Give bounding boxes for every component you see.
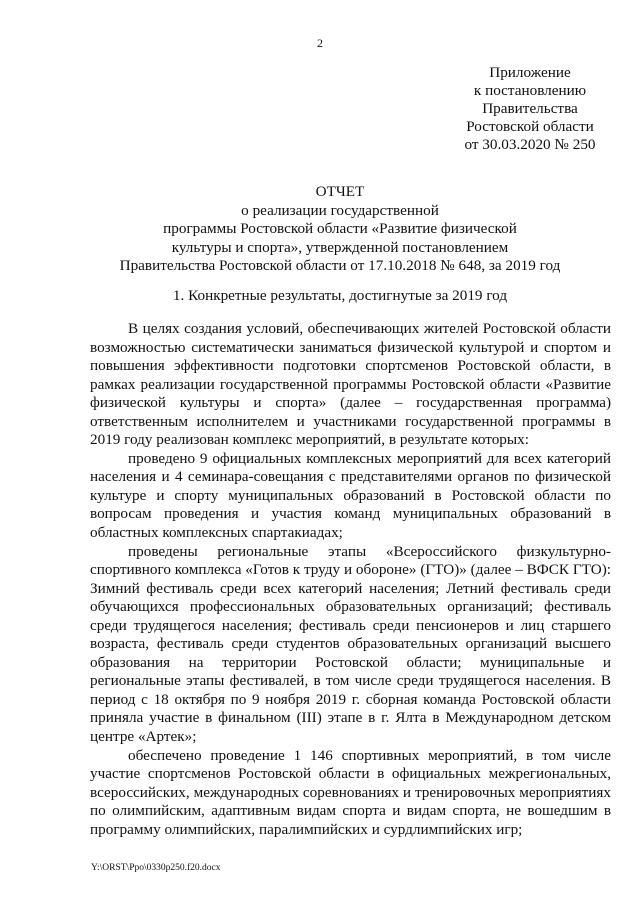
report-subtitle-line: о реализации государственной [241,201,439,219]
paragraph: обеспечено проведение 1 146 спортивных мероприятий, в том числе участие спортсменов Ростовской области в официальных межрегиональных, всероссийских, международных соревнованиях и тренировочных мероприятиях по олимпийским, адаптивным видам спорта и видам спорта, не вошедшим в программу олимпийских, паралимпийских и сурдлимпийских игр; [90,746,611,838]
appendix-date: от 30.03.2020 № 250 [464,136,596,153]
appendix-line: Приложение [489,64,571,81]
section-heading: 1. Конкретные результаты, достигнутые за 2019 год [172,287,508,304]
page-number: 2 [317,36,323,50]
appendix-line: Правительства [482,100,578,117]
report-subtitle-line: Правительства Ростовской области от 17.10.2018 № 648, за 2019 год [119,257,561,274]
appendix-stamp [440,64,620,154]
appendix-line: Ростовской области [466,118,594,135]
report-subtitle-line: программы Ростовской области «Развитие физической [163,220,517,237]
appendix-line: к постановлению [473,82,587,99]
report-title: ОТЧЕТ [315,183,365,200]
paragraph: В целях создания условий, обеспечивающих жителей Ростовской области возможностью систематически заниматься физической культурой и спортом и повышения эффективности подготовки спортсменов Ростовской области, в рамках реализации государственной программы Ростовской области «Развитие физической культуры и спорта» (далее – государственная программа) ответственным исполнителем и участниками государственной программы в 2019 году реализован комплекс мероприятий, в результате которых: [90,320,611,449]
paragraph: проведено 9 официальных комплексных мероприятий для всех категорий населения и 4 семинара-совещания с представителями органов по физической культуре и спорту муниципальных образований в Ростовской области по вопросам проведения и участия команд муниципальных образований в областных комплексных спартакиадах; [90,449,611,542]
file-path-footer: Y:\ORST\Ppo\0330p250.f20.docx [91,863,221,873]
report-title-block [96,183,584,276]
report-subtitle-line: культуры и спорта», утвержденной постановлением [171,238,509,256]
body-text [90,320,611,839]
paragraph: проведены региональные этапы «Всероссийского физкультурно-спортивного комплекса «Готов к труду и обороне» (ГТО)» (далее – ВФСК ГТО): Зимний фестиваль среди всех категорий населения; Летний фестиваль среди обучающихся профессиональных образовательных организаций; фестиваль среди трудящегося населения; фестиваль среди пенсионеров и лиц старшего возраста, фестиваль среди студентов образовательных организаций высшего образования на территории Ростовской области; муниципальные и региональные этапы фестивалей, в том числе среди трудящегося населения. В период с 18 октября по 9 ноября 2019 г. сборная команда Ростовской области приняла участие в финальном (III) этапе в г. Ялта в Международном детском центре «Артек»; [90,542,611,746]
